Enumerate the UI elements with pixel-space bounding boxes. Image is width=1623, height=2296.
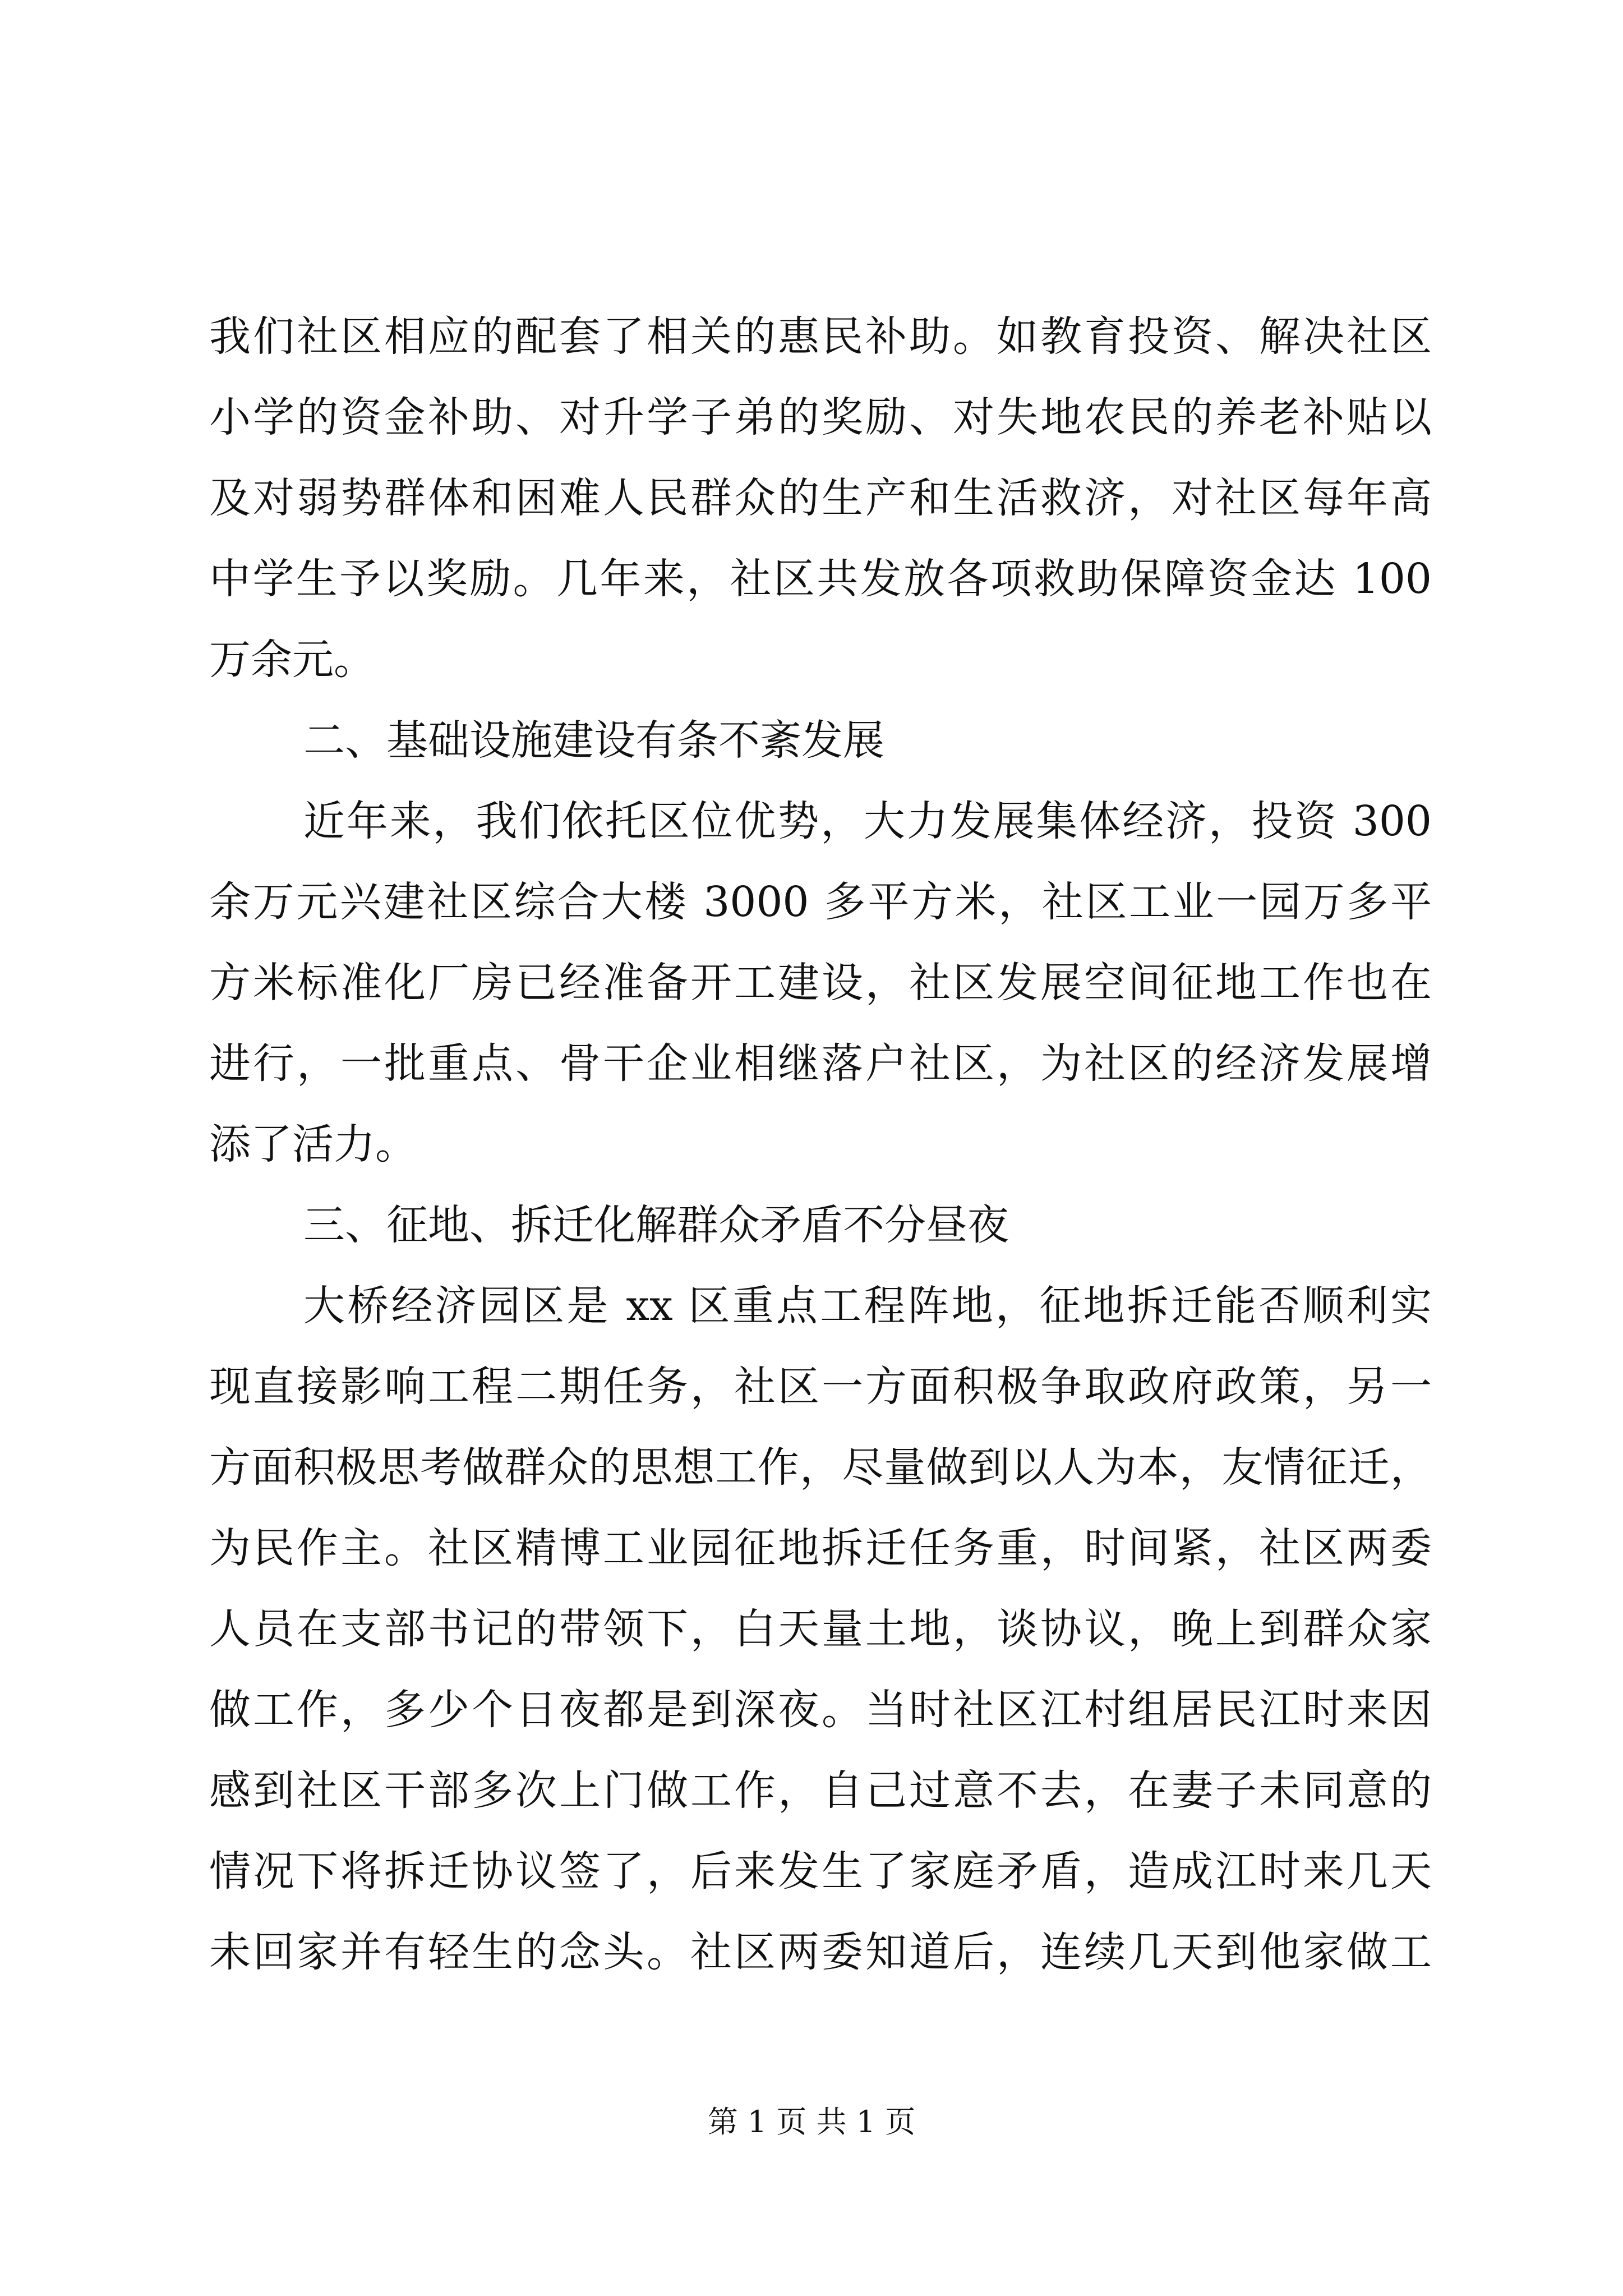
text-line: 做工作，多少个日夜都是到深夜。当时社区江村组居民江时来因	[209, 1686, 1432, 1734]
body-text	[209, 296, 1432, 1993]
text-line: 及对弱势群体和困难人民群众的生产和生活救济，对社区每年高	[209, 474, 1432, 522]
text-line: 情况下将拆迁协议签了，后来发生了家庭矛盾，造成江时来几天	[209, 1847, 1432, 1895]
text-line: 小学的资金补助、对升学子弟的奖励、对失地农民的养老补贴以	[209, 393, 1432, 441]
text-line: 未回家并有轻生的念头。社区两委知道后，连续几天到他家做工	[209, 1928, 1432, 1976]
text-line: 中学生予以奖励。几年来，社区共发放各项救助保障资金达 100	[209, 555, 1432, 603]
text-line: 人员在支部书记的带领下，白天量土地，谈协议，晚上到群众家	[209, 1605, 1432, 1653]
section-heading: 二、基础设施建设有条不紊发展	[303, 716, 884, 765]
text-line: 万余元。	[209, 636, 375, 684]
text-line: 现直接影响工程二期任务，社区一方面积极争取政府政策，另一	[209, 1363, 1432, 1411]
text-line: 方面积极思考做群众的思想工作，尽量做到以人为本，友情征迁，	[209, 1443, 1432, 1492]
text-line: 我们社区相应的配套了相关的惠民补助。如教育投资、解决社区	[209, 312, 1432, 361]
text-line: 为民作主。社区精博工业园征地拆迁任务重，时间紧，社区两委	[209, 1524, 1432, 1572]
text-line: 大桥经济园区是 xx 区重点工程阵地，征地拆迁能否顺利实	[303, 1282, 1432, 1330]
text-line: 近年来，我们依托区位优势，大力发展集体经济，投资 300	[303, 797, 1432, 845]
text-line: 添了活力。	[209, 1120, 417, 1168]
text-line: 方米标准化厂房已经准备开工建设，社区发展空间征地工作也在	[209, 959, 1432, 1007]
page-footer: 第 1 页 共 1 页	[707, 2104, 916, 2139]
text-line: 余万元兴建社区综合大楼 3000 多平方米，社区工业一园万多平	[209, 878, 1432, 926]
text-line: 感到社区干部多次上门做工作，自己过意不去，在妻子未同意的	[209, 1766, 1432, 1815]
section-heading: 三、征地、拆迁化解群众矛盾不分昼夜	[303, 1201, 1009, 1249]
text-line: 进行，一批重点、骨干企业相继落户社区，为社区的经济发展增	[209, 1039, 1432, 1088]
